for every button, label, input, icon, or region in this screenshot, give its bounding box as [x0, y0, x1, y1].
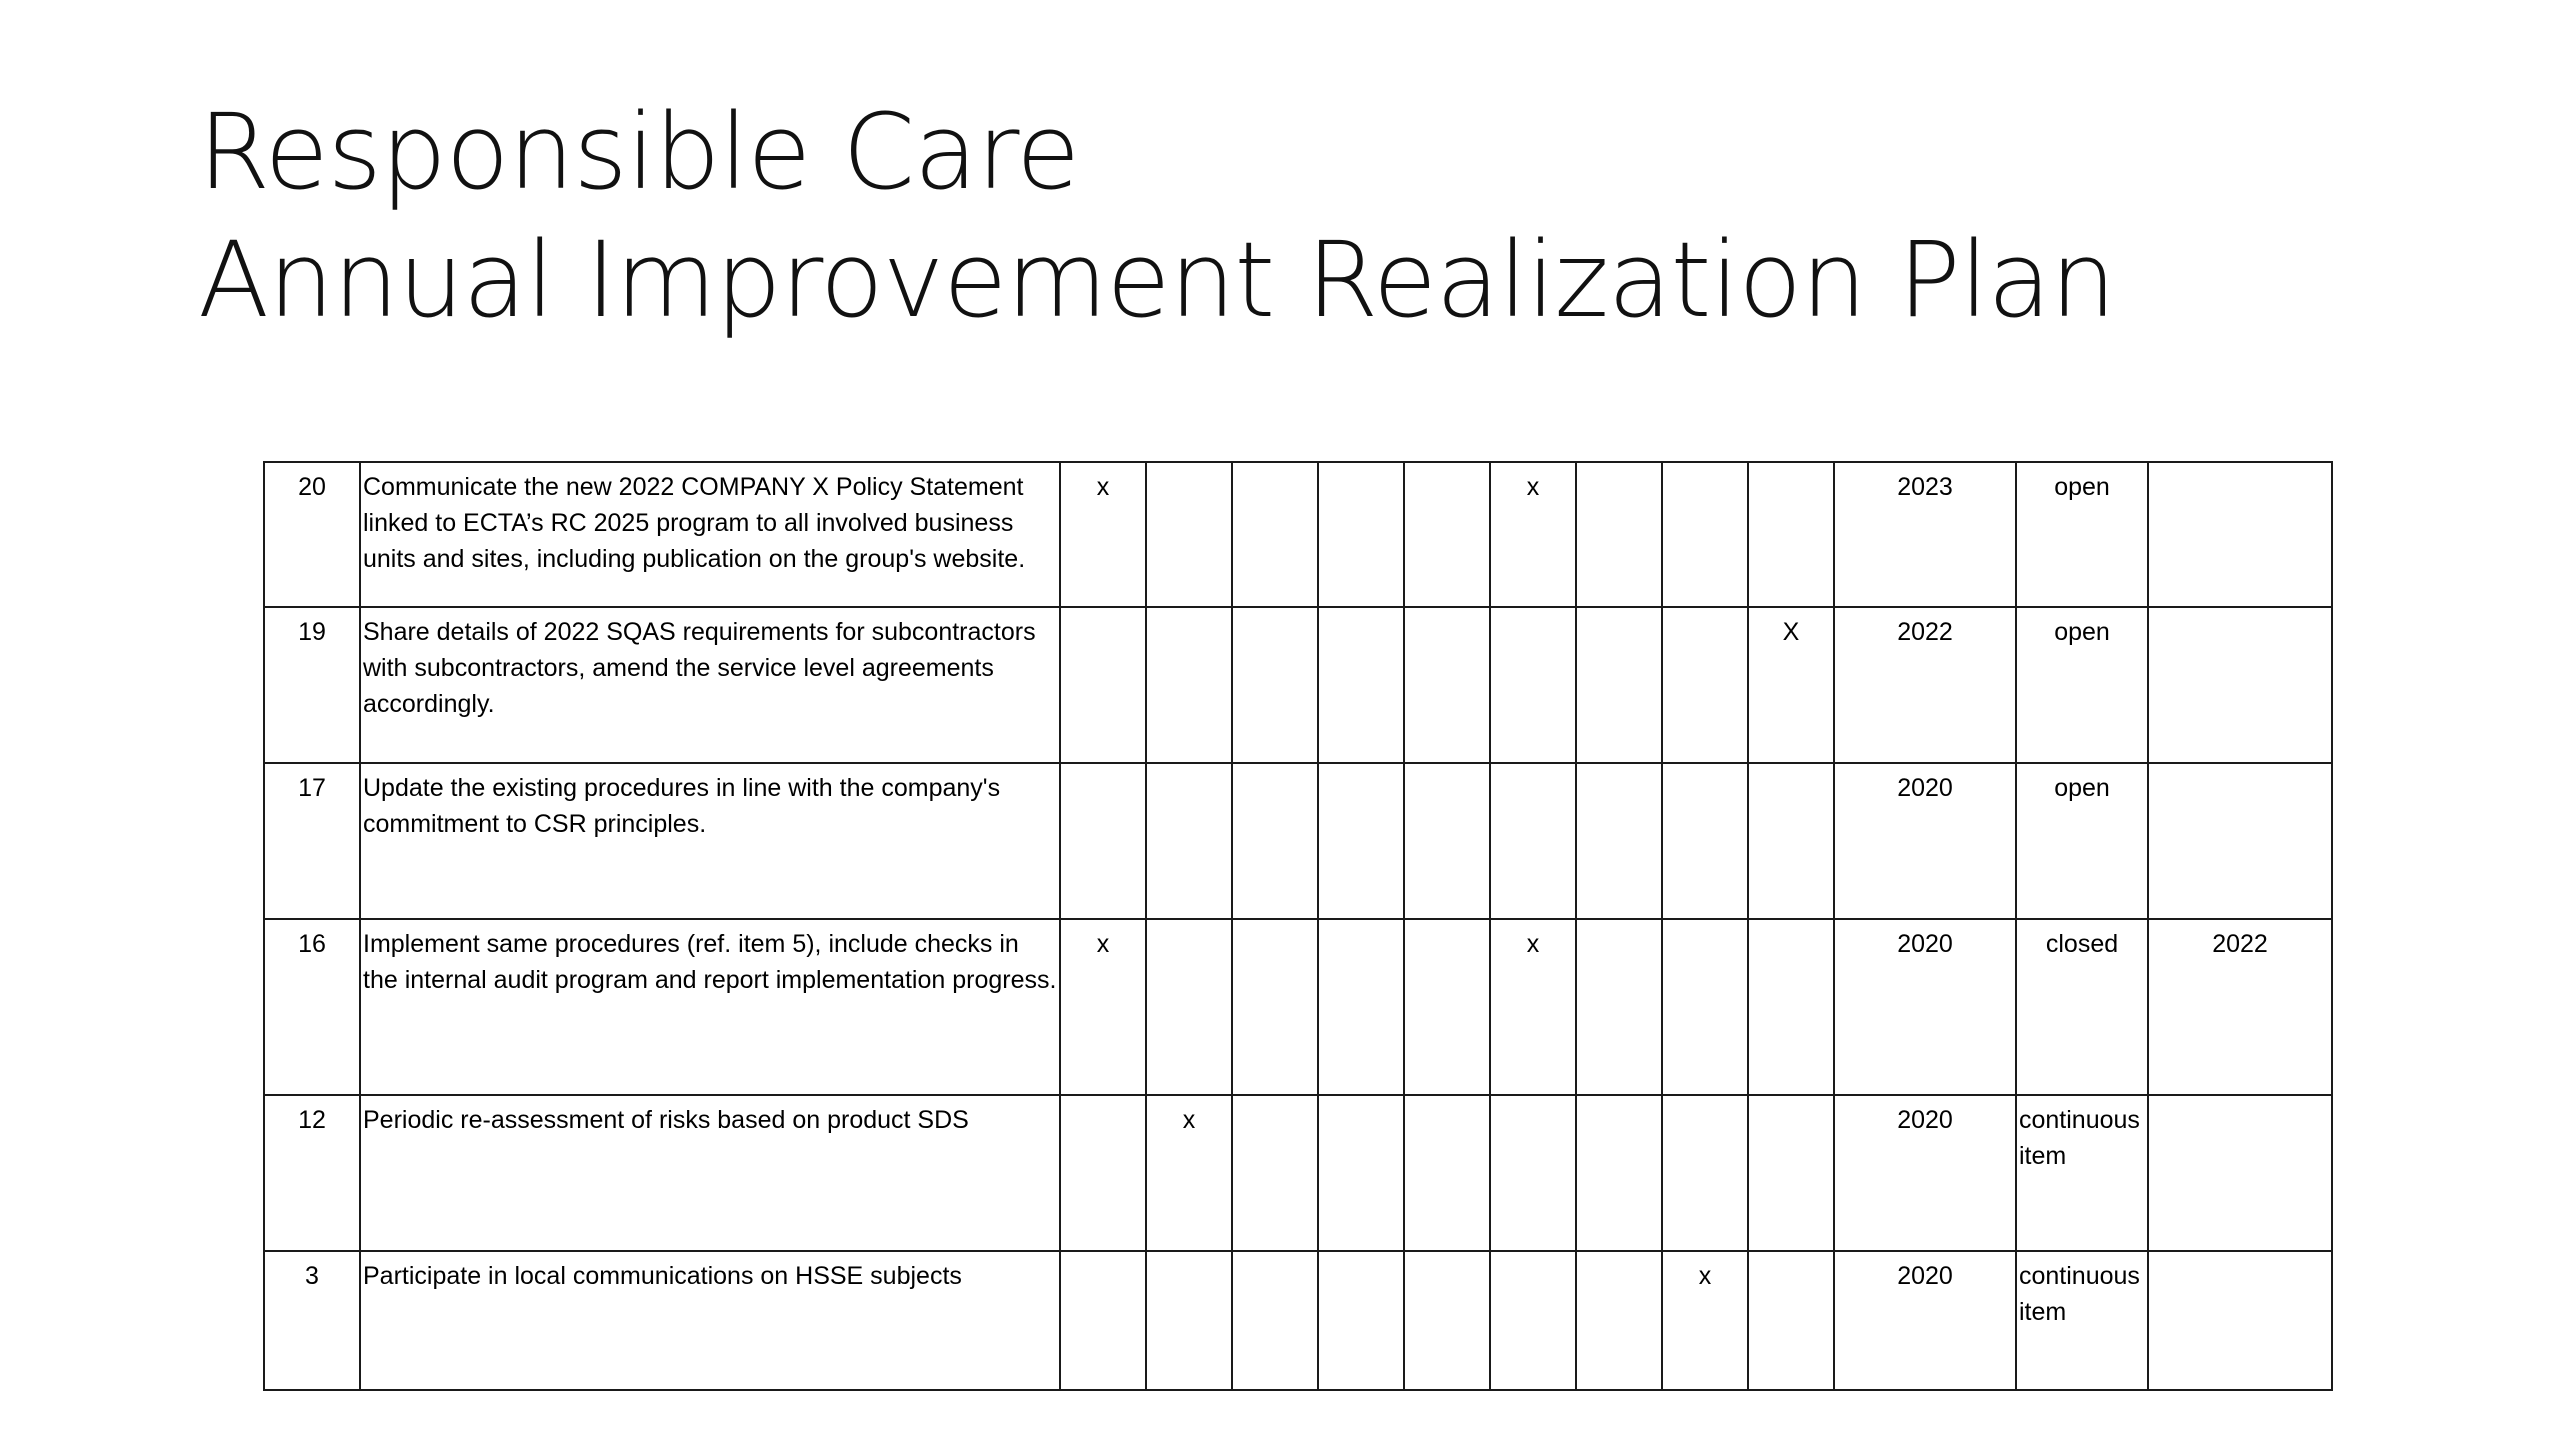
mark-cell — [1662, 462, 1748, 607]
item-number: 12 — [264, 1095, 360, 1251]
mark-cell: x — [1060, 919, 1146, 1095]
mark-cell — [1232, 1095, 1318, 1251]
mark-cell — [1232, 919, 1318, 1095]
mark-cell — [1404, 1095, 1490, 1251]
item-number: 20 — [264, 462, 360, 607]
target-year: 2020 — [1834, 1251, 2016, 1390]
page-title-line-2: Annual Improvement Realization Plan — [198, 219, 2116, 341]
mark-cell — [1576, 462, 1662, 607]
mark-cell — [1576, 1251, 1662, 1390]
mark-cell — [1662, 919, 1748, 1095]
mark-cell — [1748, 1251, 1834, 1390]
mark-cell — [1232, 763, 1318, 919]
mark-cell — [1404, 1251, 1490, 1390]
closed-year — [2148, 763, 2332, 919]
mark-cell — [1404, 607, 1490, 763]
mark-cell — [1490, 1251, 1576, 1390]
status-cell: open — [2016, 763, 2148, 919]
closed-year — [2148, 1095, 2332, 1251]
table-row — [264, 607, 2332, 763]
mark-cell — [1404, 919, 1490, 1095]
status-cell: continuous item — [2016, 1251, 2148, 1390]
target-year: 2020 — [1834, 1095, 2016, 1251]
mark-cell: x — [1146, 1095, 1232, 1251]
item-number: 3 — [264, 1251, 360, 1390]
item-description: Participate in local communications on HSSE subjects — [360, 1251, 1060, 1390]
mark-cell — [1576, 763, 1662, 919]
table-row — [264, 763, 2332, 919]
target-year: 2020 — [1834, 919, 2016, 1095]
mark-cell — [1146, 462, 1232, 607]
closed-year: 2022 — [2148, 919, 2332, 1095]
target-year: 2023 — [1834, 462, 2016, 607]
table-row — [264, 1251, 2332, 1390]
mark-cell — [1318, 1251, 1404, 1390]
table-row — [264, 462, 2332, 607]
mark-cell — [1748, 462, 1834, 607]
mark-cell — [1404, 462, 1490, 607]
mark-cell — [1748, 1095, 1834, 1251]
mark-cell: x — [1490, 919, 1576, 1095]
mark-cell — [1146, 763, 1232, 919]
mark-cell — [1318, 462, 1404, 607]
status-cell: open — [2016, 607, 2148, 763]
mark-cell: X — [1748, 607, 1834, 763]
mark-cell — [1318, 607, 1404, 763]
mark-cell — [1662, 763, 1748, 919]
item-description: Share details of 2022 SQAS requirements for subcontractors with subcontractors, amend the service level agreements accordingly. — [360, 607, 1060, 763]
mark-cell — [1490, 607, 1576, 763]
mark-cell — [1318, 763, 1404, 919]
target-year: 2020 — [1834, 763, 2016, 919]
mark-cell — [1060, 1095, 1146, 1251]
item-description: Periodic re-assessment of risks based on product SDS — [360, 1095, 1060, 1251]
mark-cell — [1490, 1095, 1576, 1251]
mark-cell — [1662, 607, 1748, 763]
page-title-line-1: Responsible Care — [198, 91, 1080, 213]
item-number: 19 — [264, 607, 360, 763]
item-description: Implement same procedures (ref. item 5), include checks in the internal audit program and report implementation progress. — [360, 919, 1060, 1095]
closed-year — [2148, 1251, 2332, 1390]
table-row — [264, 919, 2332, 1095]
mark-cell — [1146, 607, 1232, 763]
item-number: 16 — [264, 919, 360, 1095]
mark-cell — [1232, 1251, 1318, 1390]
closed-year — [2148, 462, 2332, 607]
mark-cell — [1576, 1095, 1662, 1251]
mark-cell: x — [1662, 1251, 1748, 1390]
mark-cell — [1748, 919, 1834, 1095]
page-title — [198, 88, 2115, 344]
mark-cell — [1232, 607, 1318, 763]
item-description: Communicate the new 2022 COMPANY X Policy Statement linked to ECTA’s RC 2025 program to all involved business units and sites, including publication on the group's website. — [360, 462, 1060, 607]
mark-cell — [1146, 919, 1232, 1095]
mark-cell: x — [1490, 462, 1576, 607]
mark-cell — [1060, 763, 1146, 919]
mark-cell — [1490, 763, 1576, 919]
mark-cell — [1748, 763, 1834, 919]
mark-cell — [1318, 919, 1404, 1095]
closed-year — [2148, 607, 2332, 763]
table-row — [264, 1095, 2332, 1251]
mark-cell — [1318, 1095, 1404, 1251]
mark-cell — [1662, 1095, 1748, 1251]
mark-cell — [1146, 1251, 1232, 1390]
mark-cell: x — [1060, 462, 1146, 607]
status-cell: closed — [2016, 919, 2148, 1095]
target-year: 2022 — [1834, 607, 2016, 763]
status-cell: open — [2016, 462, 2148, 607]
item-description: Update the existing procedures in line with the company's commitment to CSR principles. — [360, 763, 1060, 919]
mark-cell — [1576, 919, 1662, 1095]
mark-cell — [1404, 763, 1490, 919]
mark-cell — [1232, 462, 1318, 607]
item-number: 17 — [264, 763, 360, 919]
mark-cell — [1060, 607, 1146, 763]
status-cell: continuous item — [2016, 1095, 2148, 1251]
mark-cell — [1060, 1251, 1146, 1390]
improvement-plan-table — [263, 461, 2333, 1391]
mark-cell — [1576, 607, 1662, 763]
